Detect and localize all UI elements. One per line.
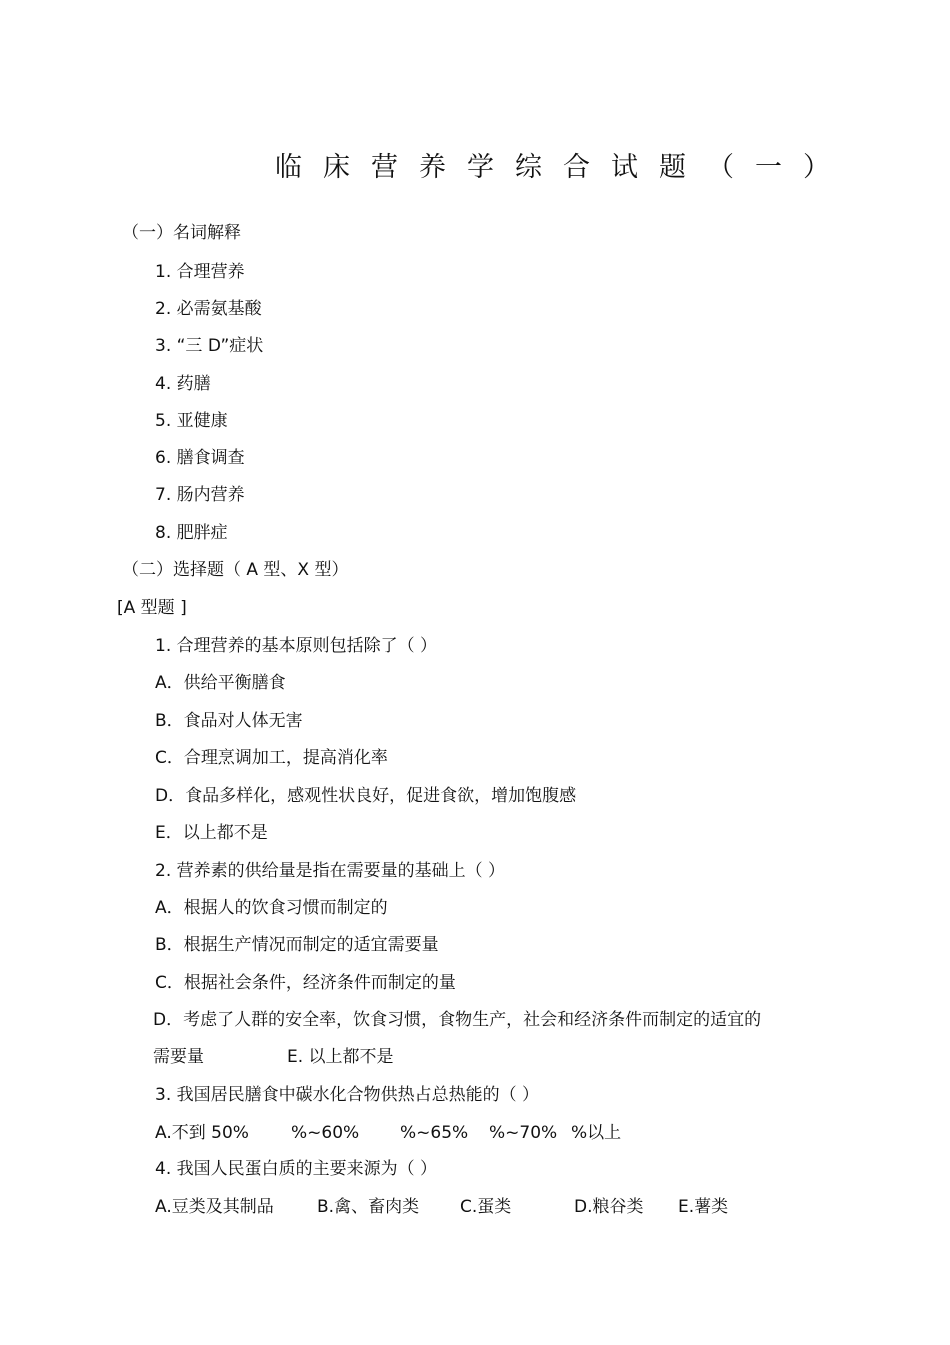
term-item: 2. 必需氨基酸 (155, 299, 262, 319)
term-item: 8. 肥胖症 (155, 523, 228, 543)
term-item: 1. 合理营养 (155, 262, 245, 282)
subsection-heading-a-type: [A 型题 ] (117, 598, 187, 618)
question-2-option-d-continued: 需要量 (153, 1047, 204, 1067)
question-4-option-a: A.豆类及其制品 (155, 1197, 274, 1217)
document-title: 临床营养学综合试题（一） (275, 152, 851, 183)
section-heading-terms: （一）名词解释 (122, 223, 241, 243)
question-3-option-e: %以上 (571, 1123, 622, 1143)
question-2-option-c: C．根据社会条件，经济条件而制定的量 (155, 973, 456, 993)
question-1-option-a: A．供给平衡膳食 (155, 673, 286, 693)
question-2-option-a: A．根据人的饮食习惯而制定的 (155, 898, 388, 918)
term-item: 3. “三 D”症状 (155, 336, 264, 356)
question-2-option-e: E. 以上都不是 (287, 1047, 394, 1067)
question-3-option-c: %~65% (400, 1123, 469, 1143)
question-4-stem: 4. 我国人民蛋白质的主要来源为（ ） (155, 1159, 438, 1179)
question-1-option-b: B．食品对人体无害 (155, 711, 303, 731)
question-2-stem: 2. 营养素的供给量是指在需要量的基础上（ ） (155, 861, 506, 881)
term-item: 5. 亚健康 (155, 411, 228, 431)
question-4-option-e: E.薯类 (678, 1197, 729, 1217)
question-1-option-e: E．以上都不是 (155, 823, 268, 843)
question-1-option-c: C．合理烹调加工，提高消化率 (155, 748, 388, 768)
question-3-option-a: A.不到 50% (155, 1123, 249, 1143)
question-3-option-d: %~70% (489, 1123, 558, 1143)
question-1-option-d: D．食品多样化，感观性状良好，促进食欲，增加饱腹感 (155, 786, 577, 806)
question-1-stem: 1. 合理营养的基本原则包括除了（ ） (155, 636, 438, 656)
section-heading-choice: （二）选择题（ A 型、X 型） (122, 560, 349, 580)
question-3-option-b: %~60% (291, 1123, 360, 1143)
question-4-option-d: D.粮谷类 (574, 1197, 644, 1217)
question-2-option-d: D．考虑了人群的安全率，饮食习惯，食物生产，社会和经济条件而制定的适宜的 (153, 1010, 762, 1030)
question-4-option-c: C.蛋类 (460, 1197, 512, 1217)
term-item: 6. 膳食调查 (155, 448, 245, 468)
question-3-stem: 3. 我国居民膳食中碳水化合物供热占总热能的（ ） (155, 1085, 540, 1105)
question-2-option-b: B．根据生产情况而制定的适宜需要量 (155, 935, 439, 955)
question-4-option-b: B.禽、畜肉类 (317, 1197, 420, 1217)
term-item: 4. 药膳 (155, 374, 211, 394)
term-item: 7. 肠内营养 (155, 485, 245, 505)
